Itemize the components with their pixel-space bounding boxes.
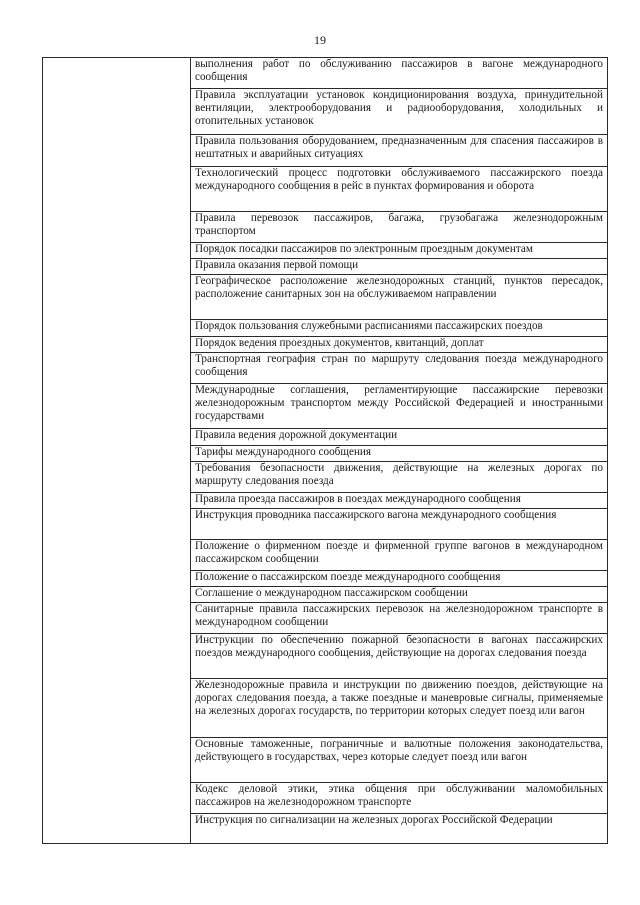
table-cell: Инструкция по сигнализации на железных дорогах Российской Федерации [191,814,608,844]
table-cell: Инструкции по обеспечению пожарной безопасности в вагонах пассажирских поездов международного сообщения, действующие на дорогах следования поезда [191,634,608,679]
table-cell: Правила ведения дорожной документации [191,429,608,446]
table-cell: Кодекс деловой этики, этика общения при обслуживании маломобильных пассажиров на железнодорожном транспорте [191,783,608,814]
table-cell: Правила оказания первой помощи [191,259,608,275]
table-cell: Положение о фирменном поезде и фирменной группе вагонов в международном пассажирском сообщении [191,540,608,571]
table-cell: Правила проезда пассажиров в поездах международного сообщения [191,493,608,509]
table-cell: Транспортная география стран по маршруту следования поезда международного сообщения [191,353,608,384]
table-cell: Тарифы международного сообщения [191,446,608,462]
table-cell: Порядок пользования служебными расписаниями пассажирских поездов [191,320,608,337]
knowledge-table [42,57,608,844]
table-cell: выполнения работ по обслуживанию пассажиров в вагоне международного сообщения [191,58,608,89]
table-cell: Географическое расположение железнодорожных станций, пунктов пересадок, расположение санитарных зон на обслуживаемом направлении [191,275,608,320]
table-cell: Международные соглашения, регламентирующие пассажирские перевозки железнодорожным транспортом между Российской Федерацией и иностранными государствами [191,384,608,429]
table-cell: Правила перевозок пассажиров, багажа, грузобагажа железнодорожным транспортом [191,212,608,243]
table-cell: Порядок посадки пассажиров по электронным проездным документам [191,243,608,259]
table-cell: Правила пользования оборудованием, предназначенным для спасения пассажиров в нештатных и аварийных ситуациях [191,135,608,167]
table-cell: Основные таможенные, пограничные и валютные положения законодательства, действующего в государствах, через которые следует поезд или вагон [191,738,608,783]
table-cell: Технологический процесс подготовки обслуживаемого пассажирского поезда международного сообщения в рейс в пунктах формирования и оборота [191,167,608,212]
table-cell: Соглашение о международном пассажирском сообщении [191,587,608,603]
page-number: 19 [314,33,326,47]
table-cell: Железнодорожные правила и инструкции по движению поездов, действующие на дорогах следования поезда, а также поездные и маневровые сигналы, применяемые на железных дорогах государств, по территории которых следует поезд или вагон [191,679,608,738]
table-row [43,58,608,89]
table-cell: Правила эксплуатации установок кондиционирования воздуха, принудительной вентиляции, электрооборудования и радиооборудования, холодильных и отопительных установок [191,89,608,135]
table-cell: Требования безопасности движения, действующие на железных дорогах по маршруту следования поезда [191,462,608,493]
table-cell: Санитарные правила пассажирских перевозок на железнодорожном транспорте в международном сообщении [191,603,608,634]
table-cell: Порядок ведения проездных документов, квитанций, доплат [191,337,608,353]
table-cell: Положение о пассажирском поезде международного сообщения [191,571,608,587]
left-column-cell [43,58,191,844]
table-cell: Инструкция проводника пассажирского вагона международного сообщения [191,509,608,540]
